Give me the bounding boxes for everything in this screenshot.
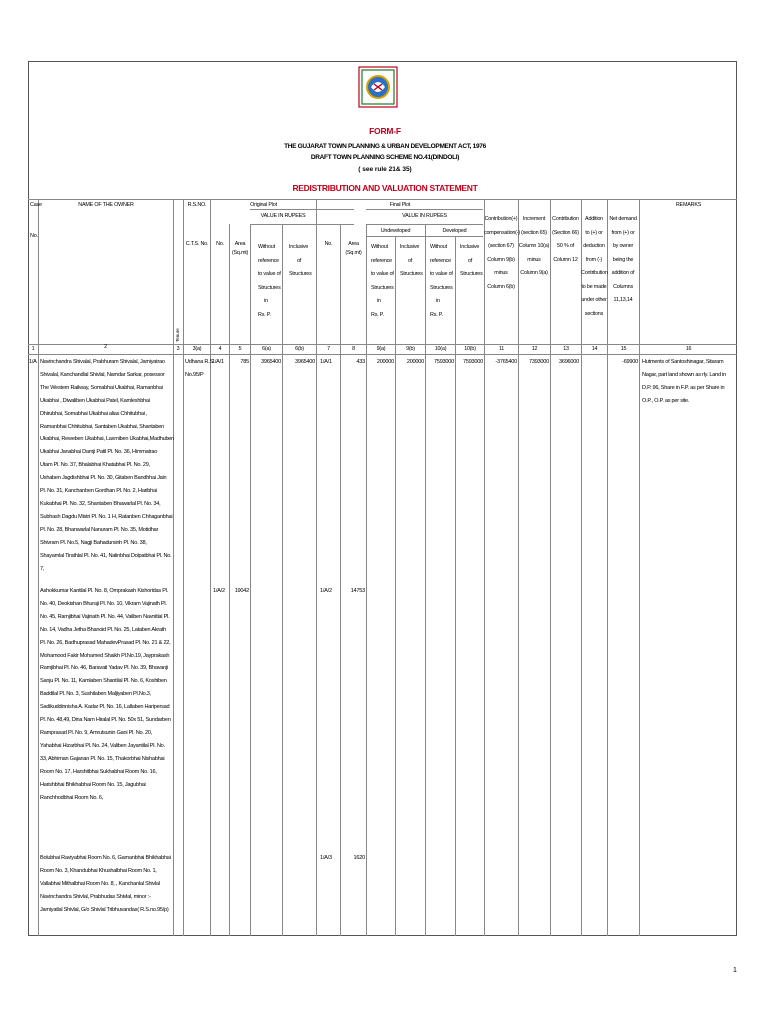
- col-number: 12: [531, 346, 538, 352]
- owner-line: 33, Abhiman Gajanan Pl. No. 15, Thakorbhai Nishabhai: [40, 755, 165, 762]
- owner-line: Shayamlal Tirathlal Pl. No. 41, Nalinbhai Dolpatbhai Pl. No.: [40, 552, 172, 559]
- label-line: Column 9(b): [487, 256, 515, 263]
- label-line: reference: [371, 257, 392, 264]
- col-rule: [38, 199, 39, 936]
- statement-title-text: REDISTRIBUTION AND VALUATION STATEMENT: [292, 183, 478, 193]
- label-line: in: [436, 298, 440, 304]
- col-final-plot-header: Final Plot: [389, 202, 411, 208]
- col-rule: [229, 224, 230, 936]
- op-area-unit: (Sq.mt): [231, 250, 249, 256]
- op-value-without: 3965400: [260, 359, 281, 365]
- col-number: 4: [218, 346, 222, 352]
- owner-line: Baddilal Pl. No. 3, Sushilaben Maljiyaben Pl.No.3,: [40, 691, 151, 698]
- col-owner-header: NAME OF THE OWNER: [78, 202, 134, 208]
- tenure-header: Tenure: [175, 328, 180, 342]
- col-number: 11: [498, 346, 505, 352]
- label-line: of: [468, 257, 473, 264]
- op-value-inclusive: 3965400: [294, 359, 315, 365]
- fp-area: 433: [356, 359, 365, 365]
- statement-title: [0, 183, 770, 193]
- owner-line: Pl. No. 48,49, Dina Nam Hiralal Pl. No. 50x 51, Sundarben: [40, 717, 171, 724]
- increment-header: [518, 213, 550, 281]
- label-line: Structures: [289, 271, 312, 277]
- scheme-title-text: DRAFT TOWN PLANNING SCHEME NO.41(DINDOLI): [310, 154, 460, 161]
- owner-line: Kukabhai Pl. No. 32, Shantaben Bhawarlal Pl. No. 34,: [40, 500, 161, 507]
- label-line: from (-): [585, 256, 603, 263]
- label-line: 11,13,14: [613, 297, 633, 303]
- fp-number: 1/A/1: [320, 359, 332, 365]
- dev-inclusive-header: [460, 241, 483, 282]
- dev-without: 7593000: [433, 359, 454, 365]
- cts-no-header: C.T.S. No.: [185, 241, 209, 247]
- col-number: 3(a): [192, 346, 202, 352]
- remarks-line: Nagar, part land shown as rly. Land in: [642, 371, 726, 378]
- owner-line: Ukabhai, Reweben Ukabhai, Laxmiben Ukabhai,Madhuben: [40, 436, 175, 443]
- owner-names: [40, 356, 180, 575]
- owner-line: Ashokkumar Kantilal Pl. No. 8, Omprakash Kishoridas Pl.: [40, 588, 169, 594]
- owner-line: Navinchandra Shivlal, Prabhudas Shivlal, minor :-: [40, 893, 151, 900]
- label-line: Rs. P.: [430, 311, 443, 318]
- label-line: to value of: [258, 271, 281, 277]
- col-number: 16: [685, 346, 692, 352]
- case-number: 1/A: [29, 359, 37, 365]
- label-line: of: [408, 257, 413, 264]
- col-rule: [518, 199, 519, 936]
- col-rule: [340, 224, 341, 936]
- value-group-rule: [366, 209, 483, 210]
- form-title-text: FORM-F: [369, 126, 401, 136]
- label-line: Increment: [522, 216, 546, 222]
- label-line: reference: [430, 257, 451, 264]
- col-rule: [210, 199, 211, 936]
- label-line: to be made: [581, 283, 607, 290]
- op-number: 1/A/1: [212, 359, 224, 365]
- owner-line: Ramanbhai Chhitubhai, Santaben Ukabhai, Shantaben: [40, 423, 164, 430]
- owner-line: Yahabhai Hizarbhai Pl. No. 24, Valiben Jayantilal Pl. No.: [40, 742, 165, 749]
- op-no-header: No.: [216, 241, 224, 247]
- owner-line: Pl. No. 28, Bhanwarlal Nanuram Pl. No. 35, Motidhar: [40, 526, 159, 533]
- fp-no-header: No.: [324, 241, 333, 247]
- remarks-text: [642, 356, 726, 408]
- owner-line: Pl. No. 26, Badhuprasad MahadevPrasad Pl. No. 21 & 22,: [40, 639, 171, 646]
- label-line: Structures: [258, 284, 281, 291]
- col-rule: [316, 199, 317, 936]
- label-line: Net demand: [609, 216, 637, 222]
- label-line: Inclusive: [460, 244, 480, 250]
- owner-line: Room No. 17, Harshitbhai Sukhabhai Room No. 16,: [40, 768, 157, 775]
- label-line: in: [264, 298, 268, 304]
- label-line: to value of: [430, 271, 453, 277]
- form-title: [0, 126, 770, 136]
- col-number: 3: [176, 346, 180, 352]
- undev-without: 200000: [376, 359, 394, 365]
- owner-line: Dhirubhai, Somabhai Ukabhai alias Chhitubhai ,: [40, 410, 148, 417]
- remarks-line: O.P., O.P. as per site.: [642, 397, 690, 404]
- owner-line: Subhash Dagdu Mistri Pl. No. 1 H, Ratanben Chhaganbhai: [40, 513, 173, 520]
- owner-line: Pl. No. 31, Kanchanben Gordhan Pl. No. 2, Haribhai: [40, 488, 157, 495]
- scheme-title: [0, 154, 770, 161]
- owner-line: Ukabhai , Diwaliben Ukabhai Patel, Kamleshbhai: [40, 397, 150, 404]
- owner-line: Shivram Pl. No.5, Nagji Bahadursinh Pl. No. 38,: [40, 539, 147, 546]
- contribution66-header: [550, 213, 581, 267]
- label-line: by owner: [612, 243, 634, 249]
- col-number: 13: [563, 346, 569, 352]
- label-line: Column 10(a): [518, 243, 550, 249]
- net-demand-header: [607, 213, 639, 308]
- owner-line: Navinchandra Shivalal, Prabhuram Shivalal, Jamiyatrao: [40, 359, 165, 365]
- label-line: Addition: [585, 216, 603, 222]
- label-line: Rs. P.: [258, 311, 271, 318]
- col-number: 15: [620, 346, 627, 352]
- owner-names: [40, 852, 180, 917]
- label-line: Columns: [613, 283, 633, 290]
- owner-line: Bolubhai Raviyabhai Room No. 6, Gamanbhai Bhikhabhai: [40, 855, 171, 861]
- op-inclusive-header: [289, 241, 312, 282]
- col-number: 9(a): [376, 346, 386, 352]
- col-rule: [639, 199, 640, 936]
- label-line: addition of: [611, 270, 635, 276]
- dev-without-header: [430, 241, 453, 322]
- label-line: Structures: [371, 284, 394, 291]
- col-number: 8: [352, 346, 355, 352]
- label-line: Inclusive: [400, 244, 420, 250]
- label-line: (Section 66): [552, 229, 579, 236]
- label-line: Without: [430, 244, 447, 250]
- rs-number: [185, 356, 215, 382]
- label-line: being the: [612, 256, 634, 263]
- op-area-header: Area: [234, 241, 246, 247]
- owner-line: Room No. 3, Khandubhai Khushalbhai Room No. 1,: [40, 867, 157, 874]
- col-rule: [455, 236, 456, 936]
- col-number: 2: [104, 344, 107, 350]
- col-original-plot-header: Original Plot: [250, 202, 277, 208]
- label-line: reference: [258, 257, 279, 264]
- label-line: (section 65): [521, 229, 547, 236]
- col-rule: [425, 224, 426, 936]
- label-line: in: [377, 298, 381, 304]
- undev-without-header: [371, 241, 394, 322]
- label-line: Contribution: [581, 270, 608, 276]
- label-line: compensation(-): [484, 229, 520, 236]
- owner-line: Ranchhodbhai Room No. 6,: [40, 794, 104, 801]
- remarks-line: D.P. 96, Share in F.P. as per Share in: [642, 384, 725, 391]
- op-value-header: VALUE IN RUPEES: [260, 213, 306, 219]
- owner-line: Sadikuddinnisha A. Kadar Pl. No. 16, Lallaben Haripersad: [40, 704, 170, 711]
- label-line: deduction: [583, 243, 605, 249]
- act-title: [0, 143, 770, 150]
- owner-line: No. 14, Vadha Jetha Bhanoid Pl. No. 25, Lataben Akrath: [40, 626, 167, 633]
- col-number: 7: [327, 346, 330, 352]
- owner-line: Vallabhai Mithalbhai Room No. 8, , Kanchanlal Shivlal: [40, 880, 160, 887]
- label-line: Inclusive: [289, 244, 309, 250]
- col-rule: [183, 199, 184, 936]
- op-without-header: [258, 241, 281, 322]
- owner-names: [40, 585, 180, 804]
- label-line: minus: [494, 270, 508, 276]
- col-rule: [607, 199, 608, 936]
- col-number: 6(b): [295, 346, 304, 352]
- col-rule: [395, 236, 396, 936]
- contribution-header: [484, 213, 518, 294]
- addition-header: [581, 213, 607, 321]
- col-rule: [250, 224, 251, 936]
- label-line: from (+) or: [611, 229, 635, 236]
- fp-area-header: Area: [348, 241, 359, 247]
- op-number: 1/A/2: [213, 588, 225, 594]
- col-rule: [366, 224, 367, 936]
- rule-reference-text: ( see rule 21& 35): [358, 166, 412, 173]
- page-number: 1: [733, 967, 737, 974]
- label-line: Structures: [460, 271, 483, 277]
- value-group-rule: [250, 209, 354, 210]
- label-line: Contribution(+): [484, 216, 518, 222]
- owner-line: The Western Railway, Somabhai Ukabhai, Ramanbhai: [40, 384, 163, 391]
- fp-number: 1/A/2: [320, 588, 332, 594]
- label-line: Rs. P.: [371, 311, 384, 318]
- label-line: sections: [584, 310, 604, 317]
- fp-number: 1/A/3: [320, 855, 332, 861]
- col-rsno-header: R.S.NO.: [187, 202, 207, 208]
- label-line: Without: [371, 244, 388, 250]
- col-number: 14: [591, 346, 598, 352]
- owner-line: Mohamood Fakir Mohamed Shaikh Pl.No.19, Jayprakash: [40, 652, 170, 659]
- owner-line: Utam Pl. No. 37, Bhalabhai Khatabhai Pl. No. 29,: [40, 462, 150, 469]
- act-title-text: THE GUJARAT TOWN PLANNING & URBAN DEVELOPMENT ACT, 1976: [284, 143, 486, 150]
- owner-line: Ushaben Jagdishbhai Pl. No. 30, Gitaben Bandhhai Jain: [40, 475, 167, 482]
- owner-line: Ramjibhai Pl. No. 46, Baravati Yadav Pl. No. 39, Bhavanji: [40, 665, 168, 672]
- undev-inclusive: 200000: [406, 359, 424, 365]
- undev-inclusive-header: [400, 241, 423, 282]
- owner-line: Harishbhai Bhikhabhai Room No. 15, Jagubhai: [40, 781, 146, 788]
- remarks-line: Hutments of Santoshinagar, Sitaram: [642, 359, 724, 365]
- col-number: 9(b): [406, 346, 415, 352]
- col-number: 10(a): [434, 346, 447, 352]
- owner-line: Sanju Pl. No. 11, Kamlaben Shantilal Pl. No. 6, Koshiben: [40, 678, 167, 685]
- label-line: Structures: [430, 284, 453, 291]
- developed-header: Developed: [442, 228, 467, 234]
- owner-line: Jamiyatlal Shivlal, G/o Shivlal Tribhuvandas( R.S.no.95/p): [40, 906, 169, 913]
- rule-reference: [0, 166, 770, 173]
- town-planning-emblem: [358, 66, 398, 108]
- col-case-header: Case: [30, 202, 42, 208]
- owner-line: Ukabhai Janabhai Damji Patil Pl. No. 36, Himmatrao: [40, 449, 158, 456]
- table-top-rule: [28, 199, 737, 200]
- owner-line: 7,: [40, 565, 45, 572]
- increment-value: 7393000: [528, 359, 549, 365]
- contribution-value: -3765400: [495, 359, 517, 365]
- label-line: Without: [258, 244, 275, 250]
- col-no-header: No.: [30, 233, 38, 239]
- contribution66-value: 3696000: [558, 359, 579, 365]
- label-line: Column 9(a): [520, 270, 548, 276]
- owner-line: No. 45, Ramjibhai Vajinath Pl. No. 44, Valiben Navnitlal Pl.: [40, 613, 170, 620]
- col-rule: [550, 199, 551, 936]
- dev-inclusive: 7593000: [462, 359, 483, 365]
- label-line: minus: [527, 256, 541, 263]
- col-number: 10(b): [464, 346, 476, 352]
- label-line: Column 12: [553, 256, 578, 263]
- label-line: Contribution: [552, 216, 579, 222]
- fp-area: 1620: [353, 855, 365, 861]
- fp-area: 14753: [350, 588, 365, 594]
- value-sub-rule: [250, 224, 354, 225]
- label-line: 50 % of: [557, 243, 574, 249]
- fp-value-header: VALUE IN RUPEES: [402, 213, 447, 219]
- net-demand-value: -69900: [622, 359, 638, 365]
- label-line: (section 67): [488, 243, 514, 249]
- undeveloped-header: Undeveloped: [380, 228, 411, 234]
- col-number: 1: [31, 346, 35, 352]
- label-line: Column 6(b): [487, 283, 515, 290]
- col-rule: [484, 199, 485, 936]
- label-line: to value of: [371, 271, 394, 277]
- owner-line: Ramprasad Pl. No. 9, Amrutsunin Gani Pl. No. 20,: [40, 729, 153, 736]
- col-number: 6(a): [262, 346, 271, 352]
- owner-line: No. 40, Deokishan Bhuraji Pl. No. 10, Vikram Vajinath Pl.: [40, 600, 167, 607]
- rs-line: Udhana R.S.: [185, 359, 215, 365]
- label-line: under other: [581, 297, 607, 303]
- label-line: Structures: [400, 271, 423, 277]
- rs-line: No.95/P: [185, 371, 204, 378]
- op-area: 19042: [234, 588, 249, 594]
- header-bottom-rule: [28, 354, 737, 355]
- label-line: of: [297, 257, 302, 264]
- owner-line: Shivalal, Kanchandlal Shivlal, Namdar Sarkar, posessor: [40, 371, 165, 378]
- col-rule: [282, 224, 283, 936]
- op-area: 785: [240, 359, 249, 365]
- col-number: 5: [238, 346, 242, 352]
- label-line: to (+) or: [585, 229, 603, 236]
- col-remarks-header: REMARKS: [675, 202, 702, 208]
- fp-area-unit: (Sq.mt): [345, 250, 362, 256]
